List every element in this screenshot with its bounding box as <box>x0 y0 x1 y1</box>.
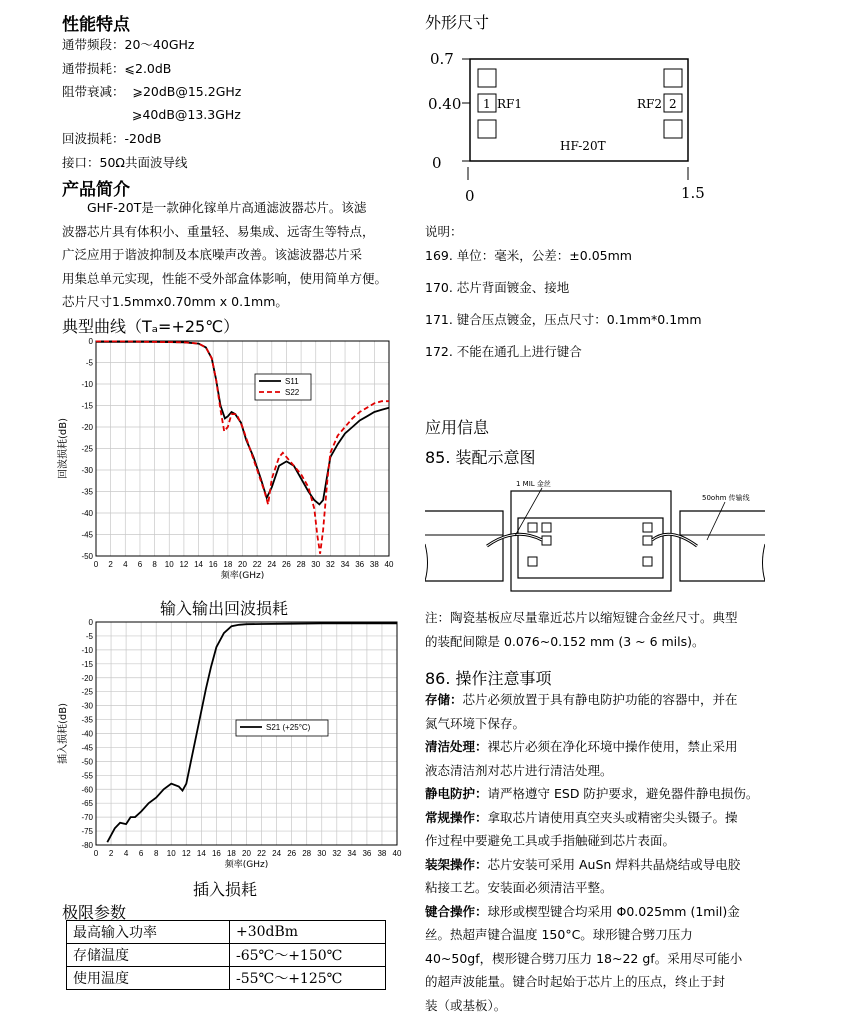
x-tick-label: 12 <box>181 849 191 858</box>
x-tick-label: 36 <box>362 849 372 858</box>
x-tick-label: 28 <box>296 560 306 569</box>
limits-title: 极限参数 <box>62 903 127 922</box>
para-line: 芯片必须放置于具有静电防护功能的容器中，并在 <box>462 692 738 707</box>
x-tick-label: 40 <box>384 560 394 569</box>
note-item: 171. 键合压点镀金，压点尺寸：0.1mm*0.1mm <box>425 312 702 327</box>
note-item: 169. 单位：毫米，公差：±0.05mm <box>425 248 632 263</box>
y-tick-label: -65 <box>81 799 93 809</box>
feature-insertion-loss: 通带损耗：⩽2.0dB <box>62 61 172 76</box>
y-tick-label: 0 <box>88 618 93 627</box>
insertion-caption: 插入损耗 <box>193 880 258 899</box>
para-label: 装架操作： <box>425 856 488 872</box>
y-tick-label: -75 <box>81 827 93 837</box>
para-line: 的超声波能量。键合时起始于芯片上的压点，终止于封 <box>425 974 726 989</box>
x-tick-label: 18 <box>223 560 233 569</box>
limits-table <box>66 920 386 990</box>
return-loss-caption: 输入输出回波损耗 <box>160 599 289 618</box>
feature-interface: 接口：50Ω共面波导线 <box>62 155 188 170</box>
x-tick-label: 34 <box>340 560 350 569</box>
rf1-label: RF1 <box>497 97 522 111</box>
x-tick-label: 40 <box>392 849 402 858</box>
x-tick-label: 38 <box>369 560 379 569</box>
y-tick-label: -80 <box>81 841 93 850</box>
para-label: 键合操作： <box>425 903 488 919</box>
x-tick-label: 26 <box>281 560 291 569</box>
note-item: 170. 芯片背面镀金、接地 <box>425 280 570 295</box>
y-tick-label: -70 <box>81 813 93 823</box>
legend-label: S11 <box>285 377 299 386</box>
part-number: HF-20T <box>560 139 606 153</box>
cleaning-paragraph <box>425 735 765 759</box>
mounting-paragraph <box>425 853 765 877</box>
limit-value: -65℃～+150℃ <box>230 944 386 967</box>
y-axis-label: 回波损耗(dB) <box>58 417 69 480</box>
pin-2-label: 2 <box>669 97 677 111</box>
limit-value: -55℃～+125℃ <box>230 967 386 990</box>
para-line: 40~50gf，楔形键合劈刀压力 18~22 gf。采用尽可能小 <box>425 950 743 966</box>
y-tick-label: -5 <box>85 358 93 368</box>
y-tick-label: -45 <box>81 743 93 753</box>
feature-stopband-2: ⩾40dB@13.3GHz <box>132 107 241 122</box>
y-axis-label: 插入损耗(dB) <box>58 702 69 765</box>
intro-line: 用集总单元实现，性能不受外部盒体影响，使用简单方便。 <box>62 270 388 286</box>
x-tick-label: 22 <box>257 849 267 858</box>
x-tick-label: 14 <box>196 849 206 858</box>
x-tick-label: 28 <box>302 849 312 858</box>
handling-paragraphs <box>425 688 765 1017</box>
y-tick-label: -50 <box>81 552 93 561</box>
x-tick-label: 34 <box>347 849 357 858</box>
y-tick-label: -15 <box>81 401 93 411</box>
x-tick-label: 24 <box>272 849 282 858</box>
return-loss-chart <box>55 332 405 594</box>
intro-line: 广泛应用于谐波抑制及本底噪声改善。该滤波器芯片采 <box>62 247 363 262</box>
intro-line: 芯片尺寸1.5mmx0.70mm x 0.1mm。 <box>62 294 288 309</box>
outline-y-label: 0 <box>432 154 442 172</box>
limit-param: 使用温度 <box>67 967 230 990</box>
legend-label: S22 <box>285 388 300 397</box>
y-tick-label: -35 <box>81 715 93 725</box>
assembly-title: 85. 装配示意图 <box>425 448 536 467</box>
x-tick-label: 0 <box>93 849 99 858</box>
y-tick-label: -40 <box>81 509 93 518</box>
x-tick-label: 4 <box>123 849 129 858</box>
outline-y-label: 0.40 <box>428 95 462 113</box>
bonding-paragraph <box>425 900 765 924</box>
x-tick-label: 38 <box>377 849 387 858</box>
x-tick-label: 10 <box>164 560 174 569</box>
outline-y-label: 0.7 <box>430 50 454 68</box>
assembly-note <box>425 606 738 653</box>
feature-stopband-1: 阻带衰减： ⩾20dB@15.2GHz <box>62 84 242 99</box>
note-item: 172. 不能在通孔上进行键合 <box>425 344 582 359</box>
y-tick-label: -15 <box>81 659 93 669</box>
outline-title: 外形尺寸 <box>425 13 490 32</box>
para-line: 裸芯片必须在净化环境中操作使用，禁止采用 <box>487 739 738 754</box>
y-tick-label: -30 <box>81 466 93 475</box>
legend-box <box>255 374 311 400</box>
feature-return-loss: 回波损耗：-20dB <box>62 131 162 146</box>
x-tick-label: 6 <box>137 560 143 569</box>
para-line: 粘接工艺。安装面必须清洁平整。 <box>425 880 613 895</box>
x-tick-label: 32 <box>325 560 335 569</box>
para-label: 清洁处理： <box>425 739 488 754</box>
intro-title: 产品简介 <box>62 180 130 200</box>
x-tick-label: 16 <box>211 849 221 858</box>
line-label: 50ohm 传输线 <box>702 494 750 502</box>
y-tick-label: -20 <box>81 673 93 683</box>
limit-value: +30dBm <box>230 921 386 944</box>
para-line: 芯片安装可采用 AuSn 焊料共晶烧结或导电胶 <box>487 856 741 872</box>
x-tick-label: 8 <box>152 560 157 569</box>
para-line: 作过程中要避免工具或手指触碰到芯片表面。 <box>425 833 676 848</box>
intro-line: 波器芯片具有体积小、重量轻、易集成、远寄生等特点， <box>62 223 375 239</box>
x-tick-label: 24 <box>267 560 277 569</box>
application-title: 应用信息 <box>425 418 490 437</box>
x-tick-label: 26 <box>287 849 297 858</box>
x-tick-label: 22 <box>252 560 262 569</box>
para-line: 液态清洁剂对芯片进行清洁处理。 <box>425 762 613 778</box>
x-tick-label: 10 <box>166 849 176 858</box>
x-tick-label: 2 <box>108 560 113 569</box>
table-row <box>67 967 386 990</box>
x-tick-label: 20 <box>238 560 247 569</box>
x-tick-label: 16 <box>208 560 218 569</box>
limit-param: 存储温度 <box>67 944 230 967</box>
y-tick-label: -55 <box>81 771 93 781</box>
rf2-label: RF2 <box>637 97 662 111</box>
x-tick-label: 2 <box>108 849 114 858</box>
pin-1-label: 1 <box>483 97 491 111</box>
x-tick-label: 36 <box>355 560 365 569</box>
wire-label: 1 MIL 金丝 <box>516 480 551 488</box>
x-tick-label: 4 <box>123 560 128 569</box>
x-tick-label: 8 <box>153 849 159 858</box>
general-paragraph <box>425 806 765 830</box>
y-tick-label: -60 <box>81 785 93 795</box>
insertion-loss-chart <box>55 614 410 876</box>
feature-passband: 通带频段：20～40GHz <box>62 37 195 52</box>
limit-param: 最高输入功率 <box>67 921 230 944</box>
para-line: 装（或基板）。 <box>425 997 507 1013</box>
para-line: 请严格遵守 ESD 防护要求，避免器件静电损伤。 <box>487 786 759 801</box>
y-tick-label: -5 <box>85 631 93 641</box>
table-row <box>67 944 386 967</box>
x-tick-label: 14 <box>194 560 204 569</box>
x-axis-label: 频率(GHz) <box>224 860 269 870</box>
esd-paragraph <box>425 782 765 806</box>
y-tick-label: -50 <box>81 757 93 767</box>
para-line: 丝。热超声键合温度 150°C。球形键合劈刀压力 <box>425 927 693 942</box>
para-line: 球形或楔型键合均采用 Φ0.025mm (1mil)金 <box>487 903 740 919</box>
x-tick-label: 32 <box>332 849 342 858</box>
handling-title: 86. 操作注意事项 <box>425 669 552 688</box>
para-label: 存储： <box>425 692 463 707</box>
intro-paragraph <box>62 196 412 314</box>
x-tick-label: 18 <box>226 849 236 858</box>
y-tick-label: -25 <box>81 444 93 454</box>
x-tick-label: 6 <box>138 849 144 858</box>
para-line: 氮气环境下保存。 <box>425 715 526 731</box>
y-tick-label: 0 <box>88 337 93 346</box>
intro-line: GHF-20T是一款砷化镓单片高通滤波器芯片。该滤 <box>87 200 367 215</box>
legend-label: S21 (+25°C) <box>266 723 311 732</box>
x-axis-label: 频率(GHz) <box>220 571 265 581</box>
para-label: 静电防护： <box>425 786 488 801</box>
x-tick-label: 0 <box>93 560 99 569</box>
x-tick-label: 12 <box>179 560 189 569</box>
y-tick-label: -10 <box>81 645 93 655</box>
y-tick-label: -40 <box>81 729 93 739</box>
x-tick-label: 30 <box>311 560 321 569</box>
table-row <box>67 921 386 944</box>
outline-x-label: 1.5 <box>681 184 705 202</box>
features-title: 性能特点 <box>62 15 130 35</box>
y-tick-label: -20 <box>81 423 93 432</box>
assembly-note-line: 的装配间隙是 0.076~0.152 mm (3 ~ 6 mils)。 <box>425 633 705 649</box>
outline-x-label: 0 <box>465 187 475 205</box>
y-tick-label: -35 <box>81 487 93 497</box>
x-tick-label: 20 <box>242 849 251 858</box>
x-tick-label: 30 <box>317 849 327 858</box>
assembly-note-line: 注：陶瓷基板应尽量靠近芯片以缩短键合金丝尺寸。典型 <box>425 610 738 625</box>
para-label: 常规操作： <box>425 809 488 825</box>
outline-drawing <box>440 50 700 185</box>
y-tick-label: -30 <box>81 701 93 711</box>
y-tick-label: -45 <box>81 530 93 540</box>
storage-paragraph <box>425 688 765 712</box>
y-tick-label: -10 <box>81 380 93 389</box>
notes-title: 说明： <box>425 224 463 239</box>
y-tick-label: -25 <box>81 687 93 697</box>
curves-title: 典型曲线（Tₐ=+25℃） <box>62 317 240 336</box>
para-line: 拿取芯片请使用真空夹头或精密尖头镊子。操 <box>487 809 738 825</box>
